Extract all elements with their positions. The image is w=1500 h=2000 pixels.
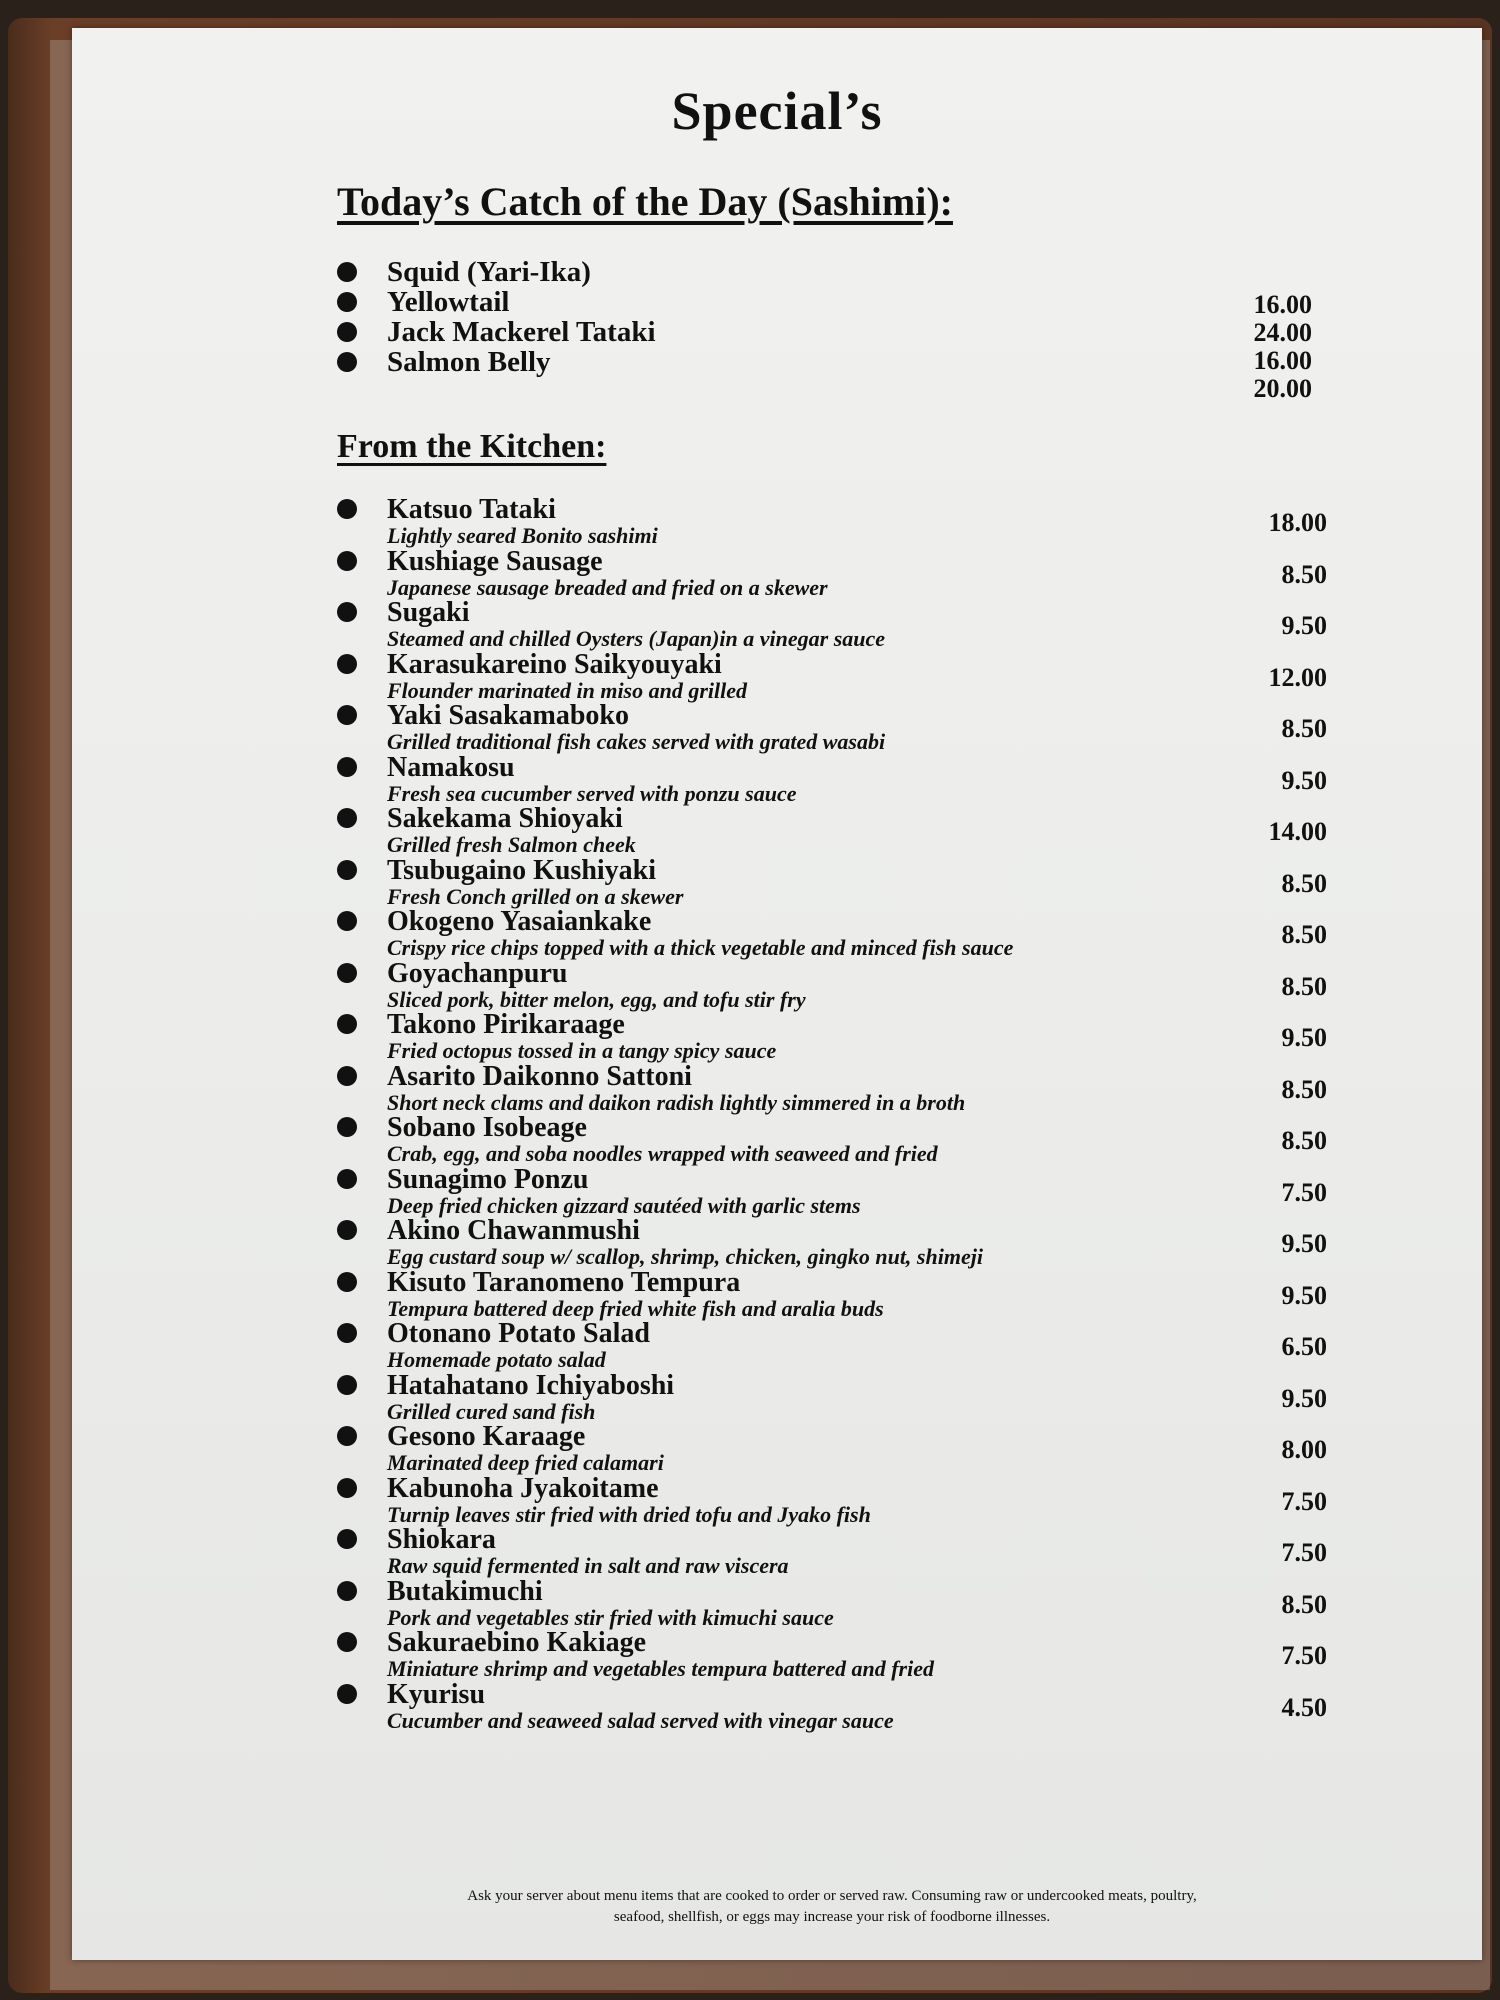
menu-title: Special’s (671, 81, 883, 141)
kitchen-item-price: 18.00 (1268, 508, 1327, 537)
list-item (337, 1215, 1337, 1267)
kitchen-item-price: 12.00 (1268, 662, 1327, 692)
kitchen-item-name: Namakosu (387, 751, 515, 783)
kitchen-item-name: Goyachanpuru (387, 957, 568, 989)
kitchen-item-price: 7.50 (1281, 1486, 1327, 1516)
kitchen-item-description: Deep fried chicken gizzard sautéed with garlic stems (387, 1192, 861, 1218)
bullet-icon (337, 963, 357, 983)
kitchen-item-price: 9.50 (1281, 1229, 1327, 1258)
kitchen-item-price: 8.50 (1281, 559, 1327, 589)
list-item (337, 546, 1337, 598)
kitchen-item-price: 8.50 (1281, 868, 1327, 898)
bullet-icon (337, 1117, 357, 1137)
kitchen-item-name: Hatahatano Ichiyaboshi (387, 1369, 675, 1401)
list-item (337, 1112, 1337, 1164)
bullet-icon (337, 1632, 357, 1652)
kitchen-item-price: 9.50 (1281, 1383, 1327, 1413)
disclaimer-line: Ask your server about menu items that are cooked to order or served raw. Consuming raw or undercooked meats, poultry, (467, 1888, 1197, 1904)
catch-item-name: Salmon Belly (387, 346, 551, 378)
kitchen-item-name: Kabunoha Jyakoitame (387, 1472, 659, 1504)
list-item (337, 906, 1337, 958)
kitchen-item-description: Homemade potato salad (387, 1347, 606, 1372)
bullet-icon (337, 808, 357, 828)
kitchen-item-name: Akino Chawanmushi (387, 1215, 640, 1246)
disclaimer-line: seafood, shellfish, or eggs may increase your risk of foodborne illnesses. (613, 1909, 1051, 1925)
kitchen-item-description: Sliced pork, bitter melon, egg, and tofu stir fry (387, 986, 806, 1012)
catch-list (337, 256, 1337, 376)
bullet-icon (337, 1323, 357, 1343)
kitchen-item-price: 6.50 (1281, 1332, 1327, 1361)
kitchen-item-name: Okogeno Yasaiankake (387, 906, 652, 937)
list-item (337, 1576, 1337, 1628)
kitchen-item-price: 8.50 (1281, 971, 1327, 1001)
kitchen-item-name: Tsubugaino Kushiyaki (387, 854, 657, 886)
kitchen-item-name: Butakimuchi (387, 1575, 543, 1607)
catch-heading: Today’s Catch of the Day (Sashimi): (337, 179, 953, 224)
list-item (337, 494, 1337, 546)
kitchen-item-name: Sakekama Shioyaki (387, 803, 623, 834)
kitchen-item-description: Lightly seared Bonito sashimi (387, 523, 658, 548)
bullet-icon (337, 860, 357, 880)
kitchen-item-name: Kushiage Sausage (387, 545, 603, 577)
kitchen-item-description: Fried octopus tossed in a tangy spicy sauce (387, 1038, 777, 1063)
kitchen-heading: From the Kitchen: (337, 428, 607, 465)
kitchen-item-price: 9.50 (1281, 611, 1327, 640)
kitchen-item-price: 7.50 (1281, 1538, 1327, 1567)
catch-price: 24.00 (1253, 318, 1312, 347)
bullet-icon (337, 1375, 357, 1395)
list-item (337, 1318, 1337, 1370)
list-item (337, 649, 1337, 701)
kitchen-item-price: 9.50 (1281, 1023, 1327, 1052)
kitchen-item-price: 8.50 (1281, 920, 1327, 949)
list-item (337, 803, 1337, 855)
kitchen-item-price: 8.50 (1281, 1589, 1327, 1619)
kitchen-item-price: 8.50 (1281, 1126, 1327, 1155)
list-item (337, 346, 1337, 376)
kitchen-item-description: Egg custard soup w/ scallop, shrimp, chicken, gingko nut, shimeji (387, 1244, 983, 1269)
list-item (337, 1524, 1337, 1576)
list-item (337, 1370, 1337, 1422)
kitchen-item-price: 8.50 (1281, 1074, 1327, 1104)
bullet-icon (337, 602, 357, 622)
bullet-icon (337, 292, 357, 312)
catch-price: 16.00 (1253, 290, 1312, 319)
kitchen-item-name: Shiokara (387, 1524, 496, 1555)
kitchen-item-description: Marinated deep fried calamari (387, 1450, 664, 1475)
bullet-icon (337, 757, 357, 777)
bullet-icon (337, 1478, 357, 1498)
kitchen-item-name: Otonano Potato Salad (387, 1318, 650, 1349)
list-item (337, 1473, 1337, 1525)
kitchen-item-description: Grilled cured sand fish (387, 1398, 596, 1424)
list-item (337, 316, 1337, 346)
bullet-icon (337, 1684, 357, 1704)
disclaimer (332, 1886, 1332, 1928)
bullet-icon (337, 1272, 357, 1292)
kitchen-item-description: Miniature shrimp and vegetables tempura battered and fried (387, 1656, 934, 1681)
catch-price: 20.00 (1253, 374, 1312, 403)
menu-page (72, 28, 1482, 1960)
kitchen-item-name: Sunagimo Ponzu (387, 1163, 589, 1195)
list-item (337, 1421, 1337, 1473)
list-item (337, 1627, 1337, 1679)
list-item (337, 1009, 1337, 1061)
catch-price-column (1192, 290, 1312, 402)
kitchen-item-price: 4.50 (1281, 1692, 1327, 1722)
kitchen-item-name: Asarito Daikonno Sattoni (387, 1060, 692, 1092)
kitchen-item-description: Crispy rice chips topped with a thick vegetable and minced fish sauce (387, 935, 1014, 960)
kitchen-item-name: Kisuto Taranomeno Tempura (387, 1266, 741, 1298)
kitchen-item-description: Short neck clams and daikon radish lightly simmered in a broth (387, 1089, 966, 1115)
bullet-icon (337, 551, 357, 571)
list-item (337, 1679, 1337, 1731)
kitchen-item-name: Yaki Sasakamaboko (387, 700, 629, 731)
bullet-icon (337, 1529, 357, 1549)
list-item (337, 752, 1337, 804)
list-item (337, 958, 1337, 1010)
kitchen-item-name: Takono Pirikaraage (387, 1009, 625, 1040)
bullet-icon (337, 1014, 357, 1034)
kitchen-item-description: Grilled traditional fish cakes served with grated wasabi (387, 729, 886, 754)
kitchen-item-name: Sakuraebino Kakiage (387, 1627, 647, 1658)
kitchen-item-name: Katsuo Tataki (387, 494, 556, 525)
kitchen-item-name: Sugaki (387, 597, 470, 628)
list-item (337, 855, 1337, 907)
bullet-icon (337, 654, 357, 674)
bullet-icon (337, 1581, 357, 1601)
catch-item-name: Squid (Yari-Ika) (387, 256, 591, 288)
kitchen-item-price: 9.50 (1281, 765, 1327, 795)
bullet-icon (337, 322, 357, 342)
kitchen-item-description: Pork and vegetables stir fried with kimuchi sauce (387, 1604, 834, 1630)
bullet-icon (337, 1066, 357, 1086)
kitchen-item-description: Cucumber and seaweed salad served with vinegar sauce (387, 1707, 894, 1733)
bullet-icon (337, 499, 357, 519)
kitchen-item-description: Tempura battered deep fried white fish and aralia buds (387, 1295, 884, 1321)
bullet-icon (337, 1426, 357, 1446)
list-item (337, 286, 1337, 319)
kitchen-item-price: 7.50 (1281, 1641, 1327, 1670)
catch-item-name: Yellowtail (387, 286, 510, 318)
kitchen-item-price: 8.00 (1281, 1435, 1327, 1464)
kitchen-list (337, 494, 1337, 1733)
kitchen-item-name: Sobano Isobeage (387, 1112, 587, 1143)
bullet-icon (337, 262, 357, 282)
kitchen-item-price: 8.50 (1281, 714, 1327, 743)
kitchen-item-description: Grilled fresh Salmon cheek (387, 832, 636, 857)
kitchen-item-description: Steamed and chilled Oysters (Japan)in a vinegar sauce (387, 626, 886, 651)
list-item (337, 1061, 1337, 1113)
kitchen-item-name: Kyurisu (387, 1678, 486, 1710)
list-item (337, 597, 1337, 649)
kitchen-item-description: Flounder marinated in miso and grilled (387, 677, 748, 703)
catch-item-name: Jack Mackerel Tataki (387, 316, 656, 348)
kitchen-item-description: Fresh Conch grilled on a skewer (387, 883, 684, 909)
kitchen-item-price: 7.50 (1281, 1177, 1327, 1207)
kitchen-item-description: Turnip leaves stir fried with dried tofu and Jyako fish (387, 1501, 871, 1527)
kitchen-item-description: Fresh sea cucumber served with ponzu sauce (387, 780, 797, 806)
list-item (337, 256, 1337, 286)
kitchen-item-description: Japanese sausage breaded and fried on a skewer (387, 574, 828, 600)
bullet-icon (337, 352, 357, 372)
kitchen-item-description: Raw squid fermented in salt and raw viscera (387, 1553, 789, 1578)
bullet-icon (337, 705, 357, 725)
kitchen-item-name: Gesono Karaage (387, 1421, 586, 1452)
bullet-icon (337, 911, 357, 931)
bullet-icon (337, 1220, 357, 1240)
kitchen-item-price: 9.50 (1281, 1280, 1327, 1310)
list-item (337, 1164, 1337, 1216)
kitchen-item-name: Karasukareino Saikyouyaki (387, 648, 722, 680)
list-item (337, 1267, 1337, 1319)
catch-price: 16.00 (1253, 346, 1312, 375)
kitchen-item-price: 14.00 (1268, 817, 1327, 846)
bullet-icon (337, 1169, 357, 1189)
kitchen-item-description: Crab, egg, and soba noodles wrapped with seaweed and fried (387, 1141, 938, 1166)
list-item (337, 700, 1337, 752)
